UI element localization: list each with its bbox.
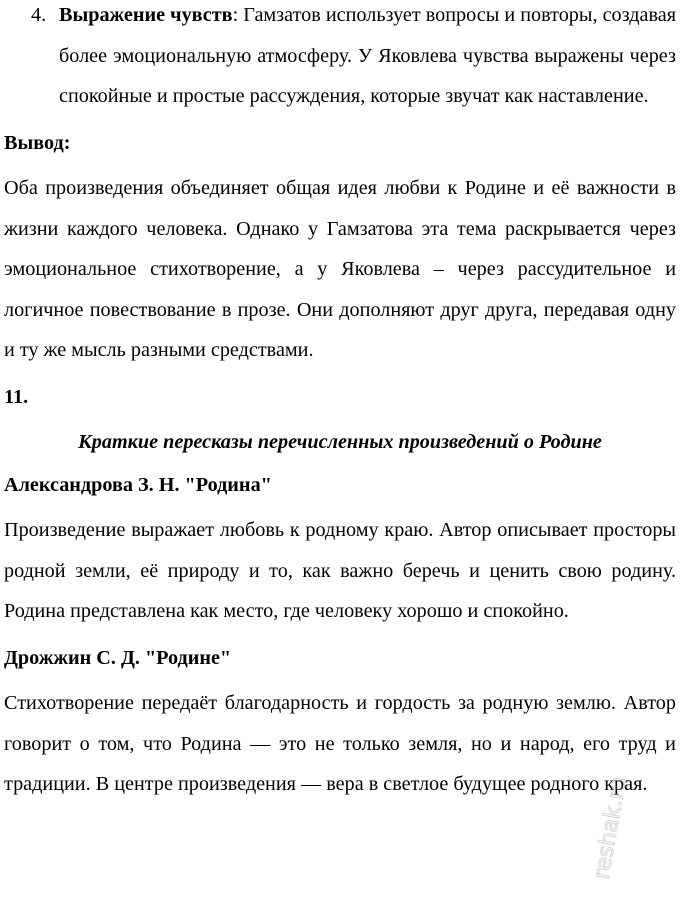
list-item-text: : Гамзатов использует вопросы и повторы, создавая более эмоциональную атмосферу. У Яковлева чувства выражены через спокойные и простые рассуждения, которые звучат как наставление. [59, 4, 676, 107]
work-heading-2: Дрожжин С. Д. "Родине" [4, 646, 232, 669]
work-paragraph-1: Произведение выражает любовь к родному краю. Автор описывает просторы родной земли, её природу и то, как важно беречь и ценить свою родину. Родина представлена как место, где человеку хорошо и спокойно. [4, 519, 676, 622]
watermark-text: reshak.ru [589, 774, 632, 882]
section-number: 11. [4, 385, 29, 408]
list-item-bold-lead: Выражение чувств [59, 4, 233, 26]
work-heading-1: Александрова З. Н. "Родина" [4, 473, 272, 496]
conclusion-heading: Вывод: [4, 131, 71, 154]
work-paragraph-2: Стихотворение передаёт благодарность и гордость за родную землю. Автор говорит о том, что Родина — это не только земля, но и народ, его труд и традиции. В центре произведения — вера в светлое будущее родного края. [4, 692, 676, 795]
section-title: Краткие пересказы перечисленных произведений о Родине [78, 431, 602, 453]
list-item-4 [4, 0, 676, 117]
conclusion-paragraph: Оба произведения объединяет общая идея любви к Родине и её важности в жизни каждого человека. Однако у Гамзатова эта тема раскрывается через эмоциональное стихотворение, а у Яковлева – через рассудительное и логичное повествование в прозе. Они дополняют друг друга, передавая одну и ту же мысль разными средствами. [4, 177, 676, 361]
list-item-number: 4. [31, 4, 47, 26]
